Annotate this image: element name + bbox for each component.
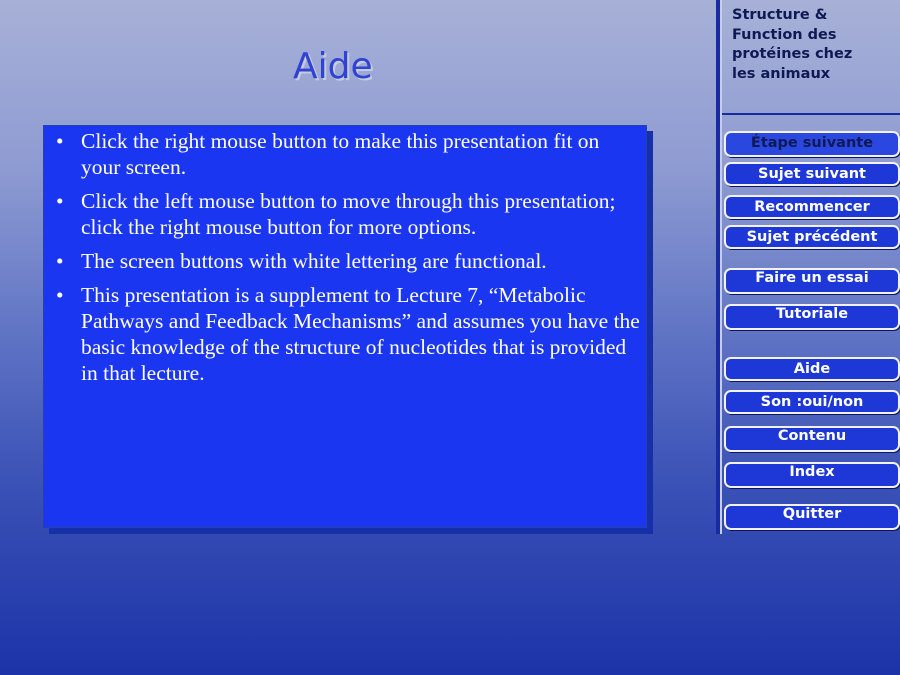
list-item: [44, 188, 646, 240]
bullet-text: The screen buttons with white lettering are functional.: [81, 249, 547, 273]
bullet-text: Click the right mouse button to make this presentation fit on your screen.: [81, 129, 600, 179]
contents-button[interactable]: Contenu: [724, 426, 900, 452]
bullet-text: This presentation is a supplement to Lecture 7, “Metabolic Pathways and Feedback Mechanisms” and assumes you have the basic knowledge of the structure of nucleotides that is provided in that lecture.: [81, 283, 640, 385]
bullet-list: [44, 126, 646, 386]
tutorial-button[interactable]: Tutoriale: [724, 304, 900, 330]
content-box: [43, 125, 647, 528]
course-title: Structure & Function des protéines chez les animaux: [732, 7, 853, 82]
sound-toggle-button[interactable]: Son :oui/non: [724, 390, 900, 414]
list-item: [44, 128, 646, 180]
bullet-icon: •: [56, 129, 64, 153]
next-step-button: Étape suivante: [724, 131, 900, 157]
list-item: [44, 248, 646, 274]
help-button[interactable]: Aide: [724, 357, 900, 381]
sidebar-divider-highlight: [720, 0, 722, 534]
try-it-button[interactable]: Faire un essai: [724, 268, 900, 294]
page-title: Aide: [293, 46, 373, 87]
course-title-underline: [722, 113, 900, 115]
index-button[interactable]: Index: [724, 462, 900, 488]
bullet-icon: •: [56, 249, 64, 273]
restart-button[interactable]: Recommencer: [724, 195, 900, 219]
quit-button[interactable]: Quitter: [724, 504, 900, 530]
previous-topic-button[interactable]: Sujet précédent: [724, 225, 900, 249]
bullet-icon: •: [56, 189, 64, 213]
list-item: [44, 282, 646, 386]
next-topic-button[interactable]: Sujet suivant: [724, 162, 900, 186]
bullet-text: Click the left mouse button to move through this presentation; click the right mouse button for more options.: [81, 189, 616, 239]
bullet-icon: •: [56, 283, 64, 307]
